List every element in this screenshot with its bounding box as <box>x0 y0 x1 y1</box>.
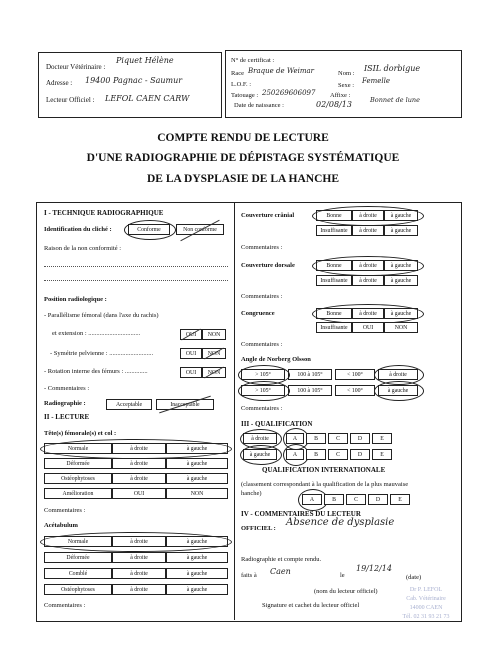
congruence-bonne-gauche[interactable]: à gauche <box>384 308 418 319</box>
classement-text: (classement correspondant à la qualification de la plus mauvaise hanche) <box>241 481 409 497</box>
qual-gauche-e[interactable]: E <box>372 449 392 460</box>
faits-date: 19/12/14 <box>356 564 392 573</box>
commentaires-label-2: Commentaires : <box>44 507 86 514</box>
birth-value: 02/08/13 <box>316 100 352 109</box>
tete-osteo-gauche[interactable]: à gauche <box>166 473 228 484</box>
tete-amelioration-oui[interactable]: OUI <box>112 488 166 499</box>
dorsale-insuff[interactable]: Insuffisante <box>316 275 352 286</box>
qual-gauche-d[interactable]: D <box>350 449 370 460</box>
race-value: Braque de Weimar <box>248 67 315 75</box>
tete-amelioration-non[interactable]: NON <box>166 488 228 499</box>
acet-deformee-gauche[interactable]: à gauche <box>166 552 228 563</box>
reader-label: Lecteur Officiel : <box>46 96 95 104</box>
couverture-cranial-label: Couverture crânial <box>241 212 295 219</box>
extension-non[interactable]: NON <box>202 329 226 340</box>
officiel-value: Absence de dysplasie <box>286 517 395 528</box>
tete-amelioration[interactable]: Amélioration <box>44 488 112 499</box>
vet-label: Docteur Vétérinaire : <box>46 63 106 71</box>
norberg-label: Angle de Norberg Olsson <box>241 356 311 363</box>
title-line-3: DE LA DYSPLASIE DE LA HANCHE <box>146 173 340 185</box>
dorsale-insuff-gauche[interactable]: à gauche <box>384 275 418 286</box>
non-conforme-cell[interactable]: Non conforme <box>176 224 224 235</box>
officiel-label: OFFICIEL : <box>241 525 276 532</box>
qual-droite-e[interactable]: E <box>372 433 392 444</box>
name-value: ISIL dorbigue <box>364 64 421 73</box>
conforme-cell[interactable]: Conforme <box>128 224 170 235</box>
commentaires-label-1: - Commentaires : <box>44 385 90 392</box>
raison-dots-1 <box>44 266 228 267</box>
tete-deformee[interactable]: Déformée <box>44 458 112 469</box>
section-1-title: I - TECHNIQUE RADIOGRAPHIQUE <box>44 209 164 217</box>
norberg-lt100-gauche[interactable]: < 100° <box>335 385 375 396</box>
radiographie-retour: Radiographie et compte rendu. <box>241 556 322 563</box>
qual-droite-a[interactable]: A <box>286 433 304 444</box>
rotation-non[interactable]: NON <box>202 367 226 378</box>
affixe-label: Affixe : <box>330 92 351 99</box>
norberg-gauche[interactable]: à gauche <box>378 385 418 396</box>
congruence-bonne-droite[interactable]: à droite <box>352 308 384 319</box>
stamp-line-4: Tél. 02 31 93 21 73 <box>402 614 450 620</box>
cert-label: N° de certificat : <box>231 57 275 64</box>
congruence-label: Congruence <box>241 310 275 317</box>
rotation-label: - Rotation interne des fémurs : .............. <box>44 368 148 375</box>
acceptable-cell[interactable]: Acceptable <box>106 399 152 410</box>
cranial-insuff[interactable]: Insuffisante <box>316 225 352 236</box>
qual-int-title: QUALIFICATION INTERNATIONALE <box>262 466 386 474</box>
commentaires-r1: Commentaires : <box>241 244 283 251</box>
vet-value: Piquet Hélène <box>116 56 174 65</box>
congruence-non[interactable]: NON <box>384 322 418 333</box>
commentaires-label-3: Commentaires : <box>44 602 86 609</box>
section-3-title: III - QUALIFICATION <box>241 420 313 428</box>
reader-value: LEFOL CAEN CARW <box>105 94 190 103</box>
qual-gauche-a[interactable]: A <box>286 449 304 460</box>
affixe-value: Bonnet de lune <box>370 96 420 104</box>
raison-dots-2 <box>44 280 228 281</box>
congruence-bonne[interactable]: Bonne <box>316 308 352 319</box>
qual-droite-b[interactable]: B <box>306 433 326 444</box>
stamp-line-1: Dr P. LEFOL <box>409 587 443 593</box>
symetrie-label: - Symétrie pelvienne : ........................... <box>50 350 154 357</box>
acet-osteo[interactable]: Ostéophytoses <box>44 584 112 595</box>
signature-label: Signature et cachet du lecteur officiel <box>262 602 360 609</box>
norberg-gt105-gauche[interactable]: > 105° <box>241 385 285 396</box>
nom-hint: (nom du lecteur officiel) <box>314 588 378 595</box>
int-e[interactable]: E <box>390 494 410 505</box>
int-d[interactable]: D <box>368 494 388 505</box>
acet-osteo-droite[interactable]: à droite <box>112 584 166 595</box>
tattoo-label: Tatouage : <box>231 92 259 99</box>
qual-droite-d[interactable]: D <box>350 433 370 444</box>
radiographie-label: Radiographie : <box>44 400 86 407</box>
sex-label: Sexe : <box>338 82 355 89</box>
tete-normale-droite[interactable]: à droite <box>112 443 166 454</box>
congruence-insuff[interactable]: Insuffisante <box>316 322 352 333</box>
int-b[interactable]: B <box>324 494 344 505</box>
commentaires-r4: Commentaires : <box>241 405 283 412</box>
acet-comble-gauche[interactable]: à gauche <box>166 568 228 579</box>
rotation-oui[interactable]: OUI <box>180 367 202 378</box>
acet-normale[interactable]: Normale <box>44 536 112 547</box>
norberg-100-105-droite[interactable]: 100 à 105° <box>288 369 332 380</box>
norberg-lt100-droite[interactable]: < 100° <box>335 369 375 380</box>
dorsale-bonne-gauche[interactable]: à gauche <box>384 260 418 271</box>
column-divider <box>234 202 235 620</box>
tete-deformee-droite[interactable]: à droite <box>112 458 166 469</box>
section-2-title: II - LECTURE <box>44 413 90 421</box>
race-label: Race <box>231 70 244 77</box>
dorsale-bonne[interactable]: Bonne <box>316 260 352 271</box>
acet-normale-gauche[interactable]: à gauche <box>166 536 228 547</box>
tete-normale-gauche[interactable]: à gauche <box>166 443 228 454</box>
cranial-insuff-gauche[interactable]: à gauche <box>384 225 418 236</box>
section-4-title: IV - COMMENTAIRES DU LECTEUR <box>241 510 361 518</box>
raison-label: Raison de la non conformité : <box>44 245 122 252</box>
cranial-bonne[interactable]: Bonne <box>316 210 352 221</box>
acet-osteo-gauche[interactable]: à gauche <box>166 584 228 595</box>
symetrie-non[interactable]: NON <box>202 348 226 359</box>
tete-osteo[interactable]: Ostéophytoses <box>44 473 112 484</box>
acet-comble[interactable]: Comblé <box>44 568 112 579</box>
address-value: 19400 Pagnac - Saumur <box>85 76 183 85</box>
norberg-gt105-droite[interactable]: > 105° <box>241 369 285 380</box>
tete-label: Tête(s) fémorale(s) et col : <box>44 430 117 437</box>
acet-deformee[interactable]: Déformée <box>44 552 112 563</box>
position-label: Position radiologique : <box>44 296 107 303</box>
tete-osteo-droite[interactable]: à droite <box>112 473 166 484</box>
acet-normale-droite[interactable]: à droite <box>112 536 166 547</box>
title-line-2: D'UNE RADIOGRAPHIE DE DÉPISTAGE SYSTÉMATIQUE <box>86 152 400 164</box>
acet-deformee-droite[interactable]: à droite <box>112 552 166 563</box>
int-a[interactable]: A <box>302 494 322 505</box>
acetabulum-label: Acétabulum <box>44 522 78 529</box>
sex-value: Femelle <box>362 77 391 85</box>
stamp-line-3: 14000 CAEN <box>409 605 443 611</box>
cranial-insuff-droite[interactable]: à droite <box>352 225 384 236</box>
qual-gauche-c[interactable]: C <box>328 449 348 460</box>
name-label: Nom : <box>338 70 355 77</box>
qual-droite-c[interactable]: C <box>328 433 348 444</box>
lof-label: L.O.F. : <box>231 81 252 88</box>
cranial-bonne-droite[interactable]: à droite <box>352 210 384 221</box>
qual-gauche[interactable]: à gauche <box>243 449 277 460</box>
faits-label: faits à <box>241 572 257 579</box>
inacceptable-cell[interactable]: Inacceptable <box>156 399 214 410</box>
extension-label: et extension : ................................ <box>52 330 141 337</box>
couverture-dorsale-label: Couverture dorsale <box>241 262 295 269</box>
dorsale-insuff-droite[interactable]: à droite <box>352 275 384 286</box>
tattoo-value: 250269606097 <box>262 89 316 97</box>
symetrie-oui[interactable]: OUI <box>180 348 202 359</box>
le-label: le <box>340 572 345 579</box>
address-label: Adresse : <box>46 79 73 87</box>
cranial-bonne-gauche[interactable]: à gauche <box>384 210 418 221</box>
dorsale-bonne-droite[interactable]: à droite <box>352 260 384 271</box>
qual-droite[interactable]: à droite <box>243 433 277 444</box>
norberg-100-105-gauche[interactable]: 100 à 105° <box>288 385 332 396</box>
identification-label: Identification du cliché : <box>44 226 112 233</box>
commentaires-r3: Commentaires : <box>241 341 283 348</box>
faits-place: Caen <box>270 567 291 576</box>
stamp-line-2: Cab. Vétérinaire <box>406 596 446 602</box>
acet-comble-droite[interactable]: à droite <box>112 568 166 579</box>
norberg-droite[interactable]: à droite <box>378 369 418 380</box>
tete-deformee-gauche[interactable]: à gauche <box>166 458 228 469</box>
official-stamp <box>384 586 468 642</box>
date-hint: (date) <box>406 574 422 581</box>
congruence-oui[interactable]: OUI <box>352 322 384 333</box>
qual-gauche-b[interactable]: B <box>306 449 326 460</box>
int-c[interactable]: C <box>346 494 366 505</box>
parallelisme-label: - Parallélisme fémoral (dans l'axe du rachis) <box>44 312 159 319</box>
tete-normale[interactable]: Normale <box>44 443 112 454</box>
extension-oui[interactable]: OUI <box>180 329 202 340</box>
birth-label: Date de naissance : <box>234 102 284 109</box>
commentaires-r2: Commentaires : <box>241 293 283 300</box>
title-line-1: COMPTE RENDU DE LECTURE <box>157 132 329 144</box>
